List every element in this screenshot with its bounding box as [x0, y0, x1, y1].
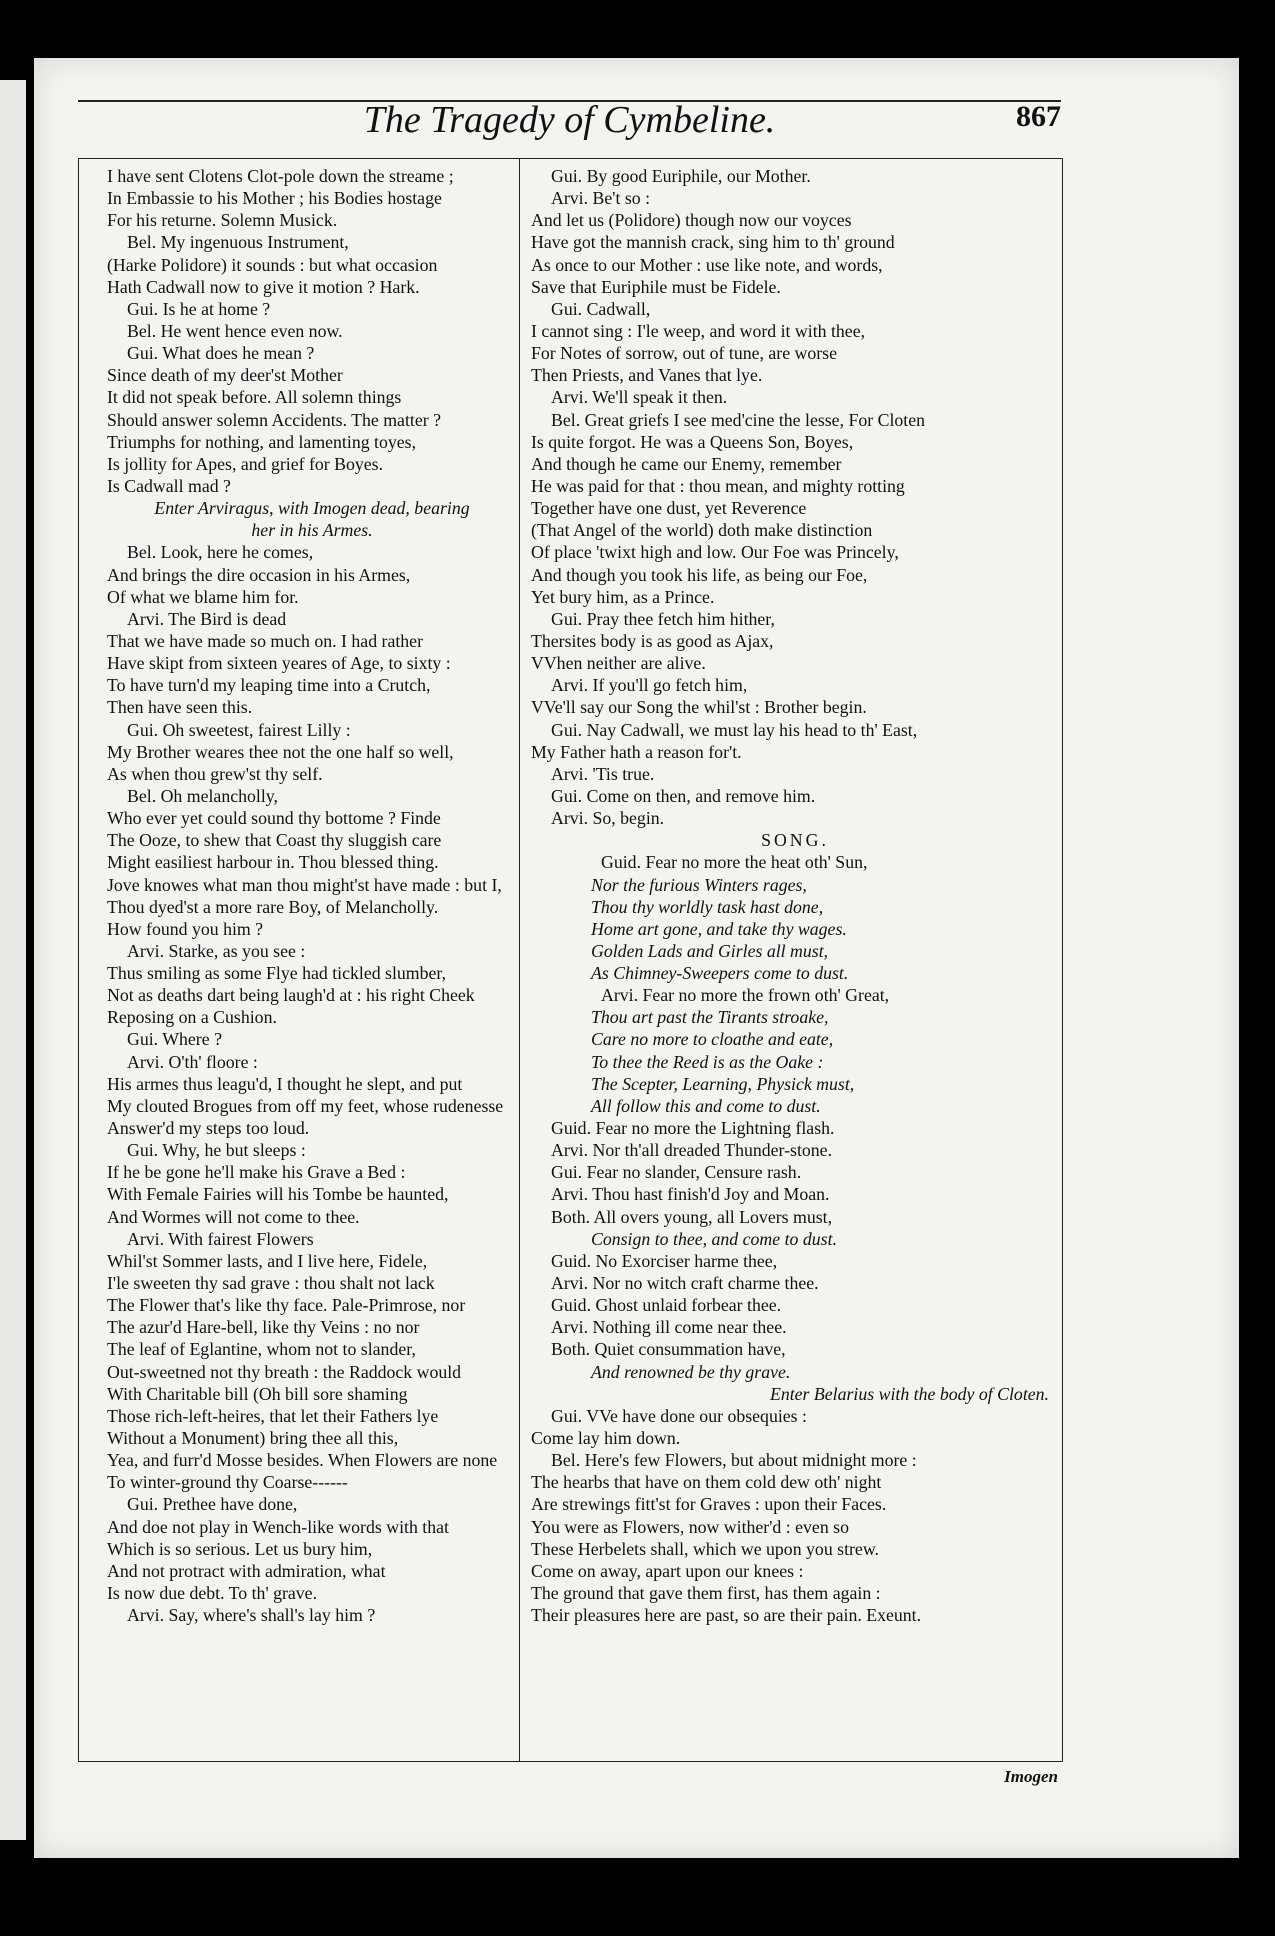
text-line: Come lay him down. — [531, 1428, 681, 1449]
text-line: Guid. No Exorciser harme thee, — [551, 1250, 778, 1271]
text-line: Then have seen this. — [107, 697, 253, 718]
text-line: Reposing on a Cushion. — [107, 1007, 277, 1028]
text-line: Without a Monument) bring thee all this, — [107, 1428, 399, 1449]
text-line: Is now due debt. To th' grave. — [107, 1583, 318, 1603]
text-line: To have turn'd my leaping time into a Crutch, — [107, 675, 431, 696]
text-line: Nor the furious Winters rages, — [591, 874, 807, 895]
page-number: 867 — [1016, 100, 1061, 133]
text-line: And doe not play in Wench-like words with that — [107, 1516, 449, 1537]
text-line: Arvi. Nor th'all dreaded Thunder-stone. — [551, 1140, 833, 1161]
text-line: Guid. Ghost unlaid forbear thee. — [551, 1295, 782, 1316]
text-line: Gui. Oh sweetest, fairest Lilly : — [127, 719, 351, 740]
text-line: SONG. — [761, 830, 829, 851]
text-line: Should answer solemn Accidents. The matter ? — [107, 409, 441, 430]
text-line: Who ever yet could sound thy bottome ? Finde — [107, 808, 441, 829]
text-line: I cannot sing : I'le weep, and word it with thee, — [531, 320, 866, 341]
text-line: Triumphs for nothing, and lamenting toyes, — [107, 431, 417, 452]
text-line: Gui. Prethee have done, — [127, 1494, 298, 1515]
text-line: Gui. Come on then, and remove him. — [551, 785, 816, 806]
text-line: As once to our Mother : use like note, and words, — [531, 254, 883, 275]
text-line: The azur'd Hare-bell, like thy Veins : no nor — [107, 1317, 420, 1338]
text-line: And renowned be thy grave. — [591, 1361, 791, 1382]
text-line: And Wormes will not come to thee. — [107, 1206, 360, 1227]
text-line: Hath Cadwall now to give it motion ? Hark. — [107, 276, 420, 297]
text-line: Is quite forgot. He was a Queens Son, Boyes, — [531, 431, 854, 452]
running-title: The Tragedy of Cymbeline. — [363, 99, 776, 141]
text-line: Whil'st Sommer lasts, and I live here, Fidele, — [107, 1250, 428, 1271]
text-line: Arvi. 'Tis true. — [551, 763, 655, 784]
text-line: And though he came our Enemy, remember — [531, 453, 842, 474]
text-line: VVhen neither are alive. — [531, 653, 706, 674]
text-line: Bel. He went hence even now. — [127, 320, 343, 341]
text-line: And let us (Polidore) though now our voyces — [531, 210, 852, 231]
text-line: As Chimney-Sweepers come to dust. — [591, 963, 849, 984]
text-line: Bel. My ingenuous Instrument, — [127, 232, 349, 253]
text-line: Gui. By good Euriphile, our Mother. — [551, 166, 811, 186]
text-line: Guid. Fear no more the Lightning flash. — [551, 1118, 835, 1139]
text-line: Of what we blame him for. — [107, 586, 299, 607]
text-line: The Scepter, Learning, Physick must, — [591, 1073, 855, 1094]
text-line: Jove knowes what man thou might'st have made : but I, — [107, 874, 502, 895]
text-line: He was paid for that : thou mean, and mighty rotting — [531, 475, 905, 496]
text-line: Thou art past the Tirants stroake, — [591, 1007, 829, 1028]
text-line: Arvi. Fear no more the frown oth' Great, — [601, 985, 890, 1006]
text-line: All follow this and come to dust. — [591, 1095, 821, 1116]
text-line: Arvi. Say, where's shall's lay him ? — [127, 1605, 376, 1626]
text-line: To winter-ground thy Coarse------ — [107, 1472, 348, 1493]
text-line: I have sent Clotens Clot-pole down the streame ; — [107, 166, 454, 186]
text-frame — [78, 158, 1063, 1786]
text-line: These Herbelets shall, which we upon you strew. — [531, 1538, 879, 1559]
text-line: Bel. Great griefs I see med'cine the lesse, For Cloten — [551, 409, 926, 430]
text-line: Arvi. With fairest Flowers — [127, 1228, 314, 1249]
text-line: Gui. Why, he but sleeps : — [127, 1140, 306, 1161]
text-line: In Embassie to his Mother ; his Bodies hostage — [107, 188, 442, 209]
left-column — [107, 165, 517, 1626]
text-line: Arvi. If you'll go fetch him, — [551, 675, 748, 696]
text-line: Have got the mannish crack, sing him to th' ground — [531, 232, 895, 253]
text-line: Are strewings fitt'st for Graves : upon their Faces. — [531, 1494, 887, 1515]
text-line: Arvi. Starke, as you see : — [127, 940, 306, 961]
text-line: The leaf of Eglantine, whom not to slander, — [107, 1339, 416, 1360]
text-line: (That Angel of the world) doth make distinction — [531, 520, 873, 541]
text-line: Arvi. Nothing ill come near thee. — [551, 1317, 787, 1338]
text-line: Arvi. Nor no witch craft charme thee. — [551, 1273, 819, 1294]
text-line: Bel. Here's few Flowers, but about midnight more : — [551, 1450, 917, 1471]
text-line: Gui. Nay Cadwall, we must lay his head to th' East, — [551, 719, 918, 740]
text-line: Bel. Oh melancholly, — [127, 785, 278, 806]
text-line: The ground that gave them first, has them again : — [531, 1583, 881, 1603]
text-line: As when thou grew'st thy self. — [107, 763, 323, 784]
text-line: her in his Armes. — [251, 520, 373, 541]
text-line: Enter Arviragus, with Imogen dead, bearing — [154, 498, 470, 519]
text-line: The Ooze, to shew that Coast thy sluggish care — [107, 830, 442, 851]
page-header — [78, 100, 1061, 160]
text-line: Home art gone, and take thy wages. — [591, 918, 847, 939]
text-line: Gui. Is he at home ? — [127, 298, 271, 319]
text-line: Arvi. The Bird is dead — [127, 608, 287, 629]
text-line: VVe'll say our Song the whil'st : Brother begin. — [531, 697, 867, 718]
text-line: And though you took his life, as being our Foe, — [531, 564, 868, 585]
text-line: Thou thy worldly task hast done, — [591, 896, 824, 917]
text-line: Both. Quiet consummation have, — [551, 1339, 786, 1360]
text-line: Gui. VVe have done our obsequies : — [551, 1405, 807, 1426]
text-line: Thus smiling as some Flye had tickled slumber, — [107, 963, 447, 984]
text-line: Together have one dust, yet Reverence — [531, 498, 807, 519]
text-line: Both. All overs young, all Lovers must, — [551, 1206, 833, 1227]
text-line: How found you him ? — [107, 918, 264, 939]
text-line: His armes thus leagu'd, I thought he slept, and put — [107, 1073, 463, 1094]
text-line: With Charitable bill (Oh bill sore shaming — [107, 1383, 408, 1404]
text-line: To thee the Reed is as the Oake : — [591, 1051, 824, 1072]
text-line: And not protract with admiration, what — [107, 1560, 386, 1581]
text-line: For Notes of sorrow, out of tune, are worse — [531, 343, 837, 364]
text-line: My clouted Brogues from off my feet, whose rudenesse — [107, 1095, 504, 1116]
text-line: Those rich-left-heires, that let their Fathers lye — [107, 1405, 439, 1426]
text-line: Gui. Fear no slander, Censure rash. — [551, 1162, 802, 1183]
text-line: Thou dyed'st a more rare Boy, of Melancholly. — [107, 896, 439, 917]
text-line: Arvi. Thou hast finish'd Joy and Moan. — [551, 1184, 830, 1205]
text-line: Gui. Pray thee fetch him hither, — [551, 608, 775, 629]
text-line: Which is so serious. Let us bury him, — [107, 1538, 373, 1559]
text-line: Bel. Look, here he comes, — [127, 542, 314, 563]
text-line: With Female Fairies will his Tombe be haunted, — [107, 1184, 449, 1205]
text-line: Gui. Cadwall, — [551, 298, 651, 319]
text-line: My Brother weares thee not the one half so well, — [107, 741, 454, 762]
text-line: Since death of my deer'st Mother — [107, 365, 343, 386]
column-divider — [519, 159, 520, 1761]
text-line: The hearbs that have on them cold dew oth' night — [531, 1472, 882, 1493]
text-line: Have skipt from sixteen yeares of Age, to sixty : — [107, 653, 451, 674]
text-line: Gui. Where ? — [127, 1029, 222, 1050]
text-line: Is jollity for Apes, and grief for Boyes. — [107, 453, 384, 474]
text-line: Enter Belarius with the body of Cloten. — [769, 1383, 1049, 1404]
text-line: Guid. Fear no more the heat oth' Sun, — [601, 852, 868, 873]
text-line: Out-sweetned not thy breath : the Raddock would — [107, 1361, 462, 1382]
facing-page-edge — [0, 80, 26, 1840]
text-line: Save that Euriphile must be Fidele. — [531, 276, 781, 297]
text-line: My Father hath a reason for't. — [531, 741, 742, 762]
text-line: Thersites body is as good as Ajax, — [531, 630, 774, 651]
text-line: Of place 'twixt high and low. Our Foe was Princely, — [531, 542, 899, 563]
text-line: Is Cadwall mad ? — [107, 475, 231, 496]
text-line: For his returne. Solemn Musick. — [107, 210, 338, 231]
text-line: Arvi. So, begin. — [551, 808, 665, 829]
text-line: Answer'd my steps too loud. — [107, 1118, 310, 1139]
text-line: Arvi. O'th' floore : — [127, 1051, 258, 1072]
text-line: It did not speak before. All solemn things — [107, 387, 402, 408]
text-line: Gui. What does he mean ? — [127, 343, 315, 364]
text-line: I'le sweeten thy sad grave : thou shalt not lack — [107, 1273, 435, 1294]
text-line: Come on away, apart upon our knees : — [531, 1560, 804, 1581]
text-line: Yea, and furr'd Mosse besides. When Flowers are none — [107, 1450, 498, 1471]
text-line: That we have made so much on. I had rather — [107, 630, 423, 651]
text-line: Then Priests, and Vanes that lye. — [531, 365, 763, 386]
text-line: Consign to thee, and come to dust. — [591, 1228, 837, 1249]
text-line: Might easiliest harbour in. Thou blessed thing. — [107, 852, 439, 873]
text-line: The Flower that's like thy face. Pale-Primrose, nor — [107, 1295, 466, 1316]
text-line: Golden Lads and Girles all must, — [591, 940, 829, 961]
catchword: Imogen — [1004, 1767, 1058, 1786]
text-line: Care no more to cloathe and eate, — [591, 1029, 834, 1050]
text-line: You were as Flowers, now wither'd : even so — [531, 1516, 849, 1537]
right-column — [531, 165, 1059, 1626]
text-line: Their pleasures here are past, so are their pain. Exeunt. — [531, 1605, 922, 1626]
text-line: Arvi. We'll speak it then. — [551, 387, 728, 408]
text-line: Arvi. Be't so : — [551, 188, 651, 209]
text-line: Yet bury him, as a Prince. — [531, 586, 715, 607]
text-line: If he be gone he'll make his Grave a Bed : — [107, 1162, 406, 1183]
text-line: And brings the dire occasion in his Armes, — [107, 564, 411, 585]
text-line: Not as deaths dart being laugh'd at : his right Cheek — [107, 985, 475, 1006]
text-line: (Harke Polidore) it sounds : but what occasion — [107, 254, 438, 275]
